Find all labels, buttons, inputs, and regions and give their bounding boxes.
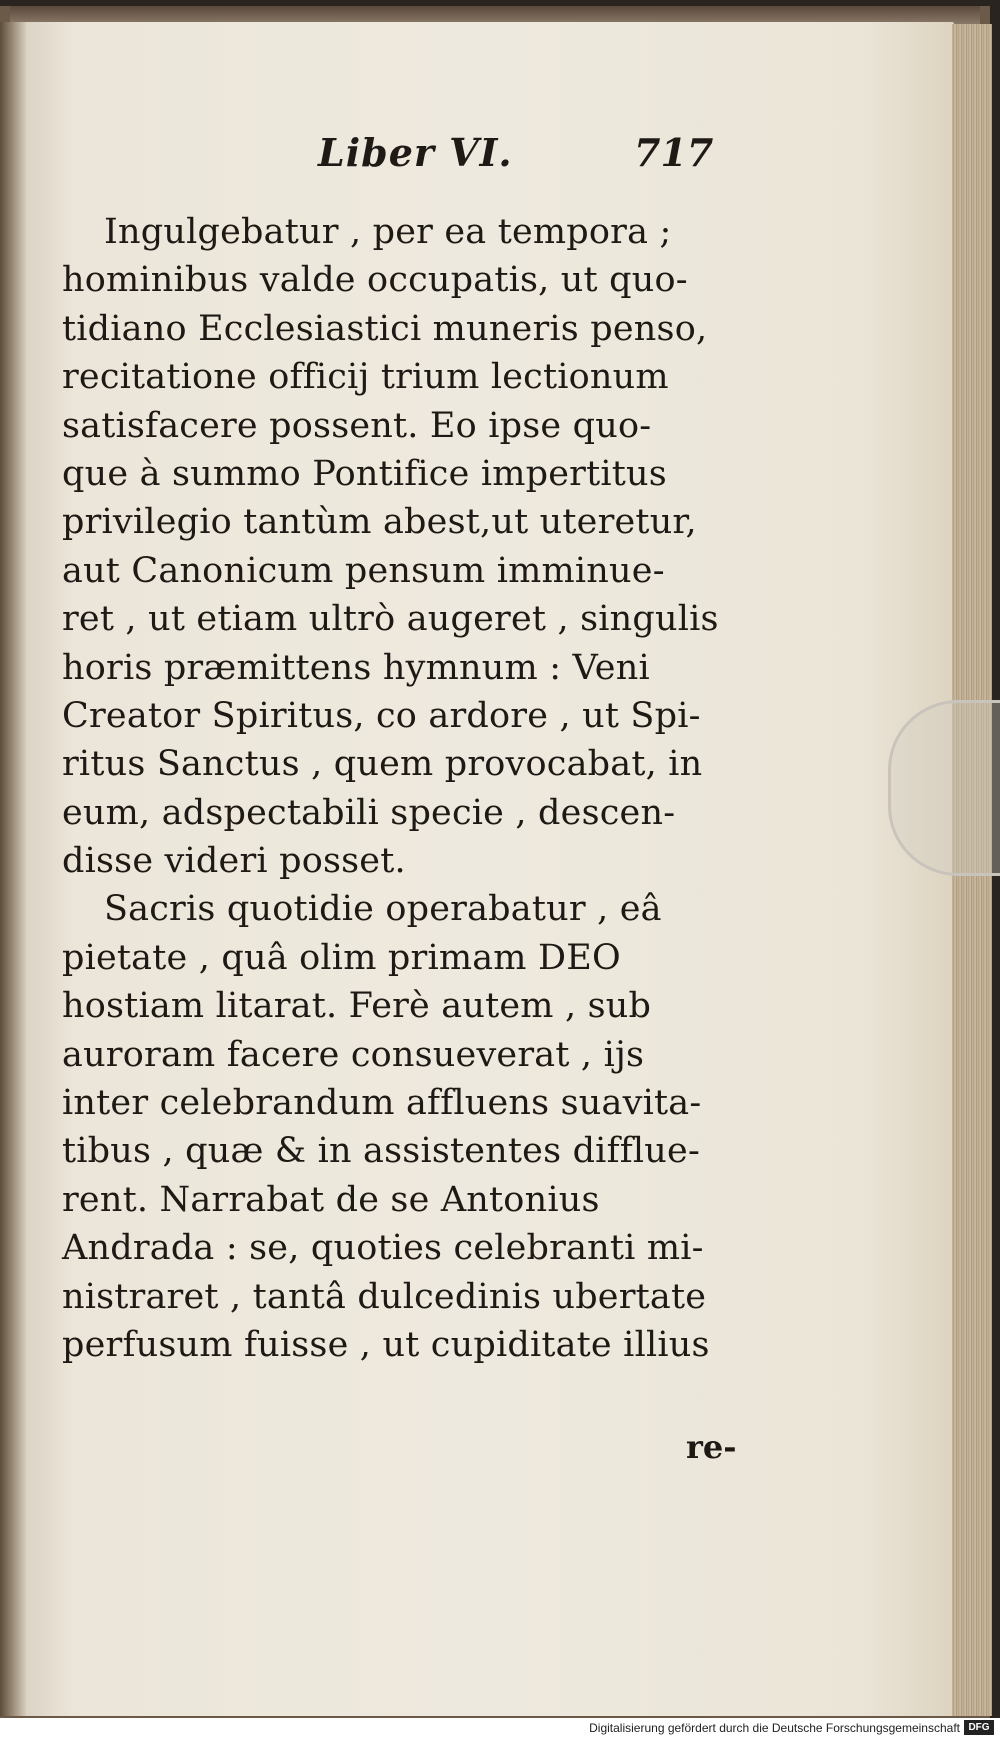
text-line: que à summo Pontifice impertitus (62, 453, 667, 494)
dfg-logo: DFG (964, 1720, 994, 1735)
text-line: auroram facere consueverat , ijs (62, 1034, 645, 1075)
text-line: inter celebrandum affluens suavita- (62, 1083, 702, 1124)
digitization-credit: Digitalisierung gefördert durch die Deutsche Forschungsgemeinschaft (589, 1721, 960, 1735)
catchword: re- (686, 1428, 737, 1466)
text-line: ritus Sanctus , quem provocabat, in (62, 744, 703, 785)
text-line: eum, adspectabili specie , descen- (62, 792, 676, 833)
text-line: ret , ut etiam ultrò augeret , singulis (62, 599, 719, 640)
body-text (62, 208, 742, 1369)
text-line: recitatione officij trium lectionum (62, 357, 669, 398)
running-head: Liber VI. (318, 130, 513, 175)
text-line: satisfacere possent. Eo ipse quo- (62, 405, 652, 446)
text-line: hominibus valde occupatis, ut quo- (62, 260, 688, 301)
book-gutter (0, 22, 26, 1716)
text-line: perfusum fuisse , ut cupiditate illius (62, 1324, 710, 1365)
text-line: aut Canonicum pensum imminue- (62, 550, 665, 591)
text-line: tibus , quæ & in assistentes difflue- (62, 1131, 700, 1172)
page-header (0, 130, 1000, 190)
text-line: Sacris quotidie operabatur , eâ (104, 889, 662, 930)
page-clip (888, 700, 1000, 876)
text-line: Ingulgebatur , per ea tempora ; (104, 212, 672, 252)
text-line: nistraret , tantâ dulcedinis ubertate (62, 1276, 707, 1317)
text-line: horis præmittens hymnum : Veni (62, 647, 650, 688)
text-line: rent. Narrabat de se Antonius (62, 1179, 600, 1220)
text-line: privilegio tantùm abest,ut uteretur, (62, 502, 697, 543)
text-line: hostiam litarat. Ferè autem , sub (62, 986, 652, 1027)
text-line: pietate , quâ olim primam DEO (62, 937, 621, 978)
text-line: Andrada : se, quoties celebranti mi- (62, 1228, 704, 1269)
text-line: Creator Spiritus, co ardore , ut Spi- (62, 695, 701, 736)
page-number: 717 (634, 130, 714, 175)
text-line: tidiano Ecclesiastici muneris penso, (62, 308, 708, 349)
text-line: disse videri posset. (62, 841, 406, 882)
